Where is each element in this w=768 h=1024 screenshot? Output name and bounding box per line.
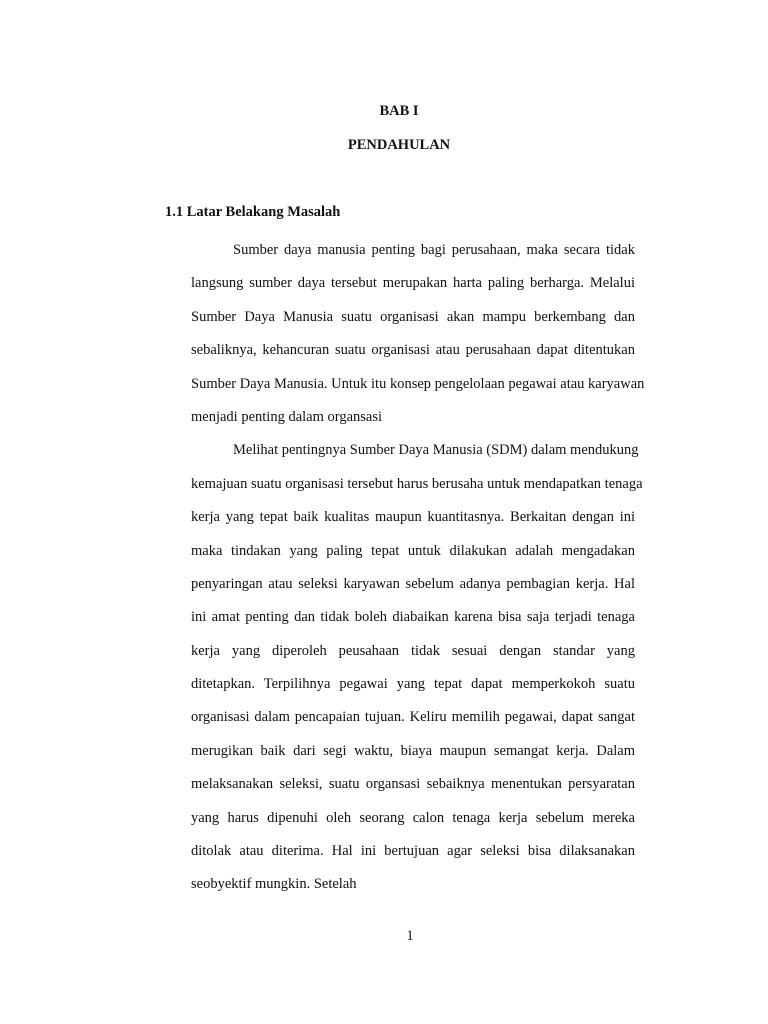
text-line: ditolak atau diterima. Hal ini bertujuan agar seleksi bisa dilaksanakan	[191, 843, 635, 860]
page-number: 1	[406, 928, 414, 944]
text-line: sebaliknya, kehancuran suatu organisasi atau perusahaan dapat ditentukan	[191, 342, 635, 359]
text-line: seobyektif mungkin. Setelah	[191, 876, 357, 893]
text-line: Sumber Daya Manusia suatu organisasi akan mampu berkembang dan	[191, 308, 635, 325]
text-line: ini amat penting dan tidak boleh diabaikan karena bisa saja terjadi tenaga	[191, 609, 635, 626]
text-line: kemajuan suatu organisasi tersebut harus berusaha untuk mendapatkan tenaga	[191, 475, 643, 492]
text-line: Sumber Daya Manusia. Untuk itu konsep pengelolaan pegawai atau karyawan	[191, 375, 645, 392]
text-line: ditetapkan. Terpilihnya pegawai yang tepat dapat memperkokoh suatu	[191, 676, 635, 693]
text-line: penyaringan atau seleksi karyawan sebelum adanya pembagian kerja. Hal	[191, 575, 635, 592]
paragraph-2	[191, 434, 643, 901]
text-line: menjadi penting dalam organsasi	[191, 408, 383, 425]
body-text	[191, 234, 645, 902]
text-line: langsung sumber daya tersebut merupakan harta paling berharga. Melalui	[191, 275, 635, 292]
text-line: kerja yang tepat baik kualitas maupun kuantitasnya. Berkaitan dengan ini	[191, 509, 635, 526]
chapter-number: BAB I	[379, 103, 419, 119]
text-line: yang harus dipenuhi oleh seorang calon tenaga kerja sebelum mereka	[191, 809, 635, 826]
section-heading: 1.1 Latar Belakang Masalah	[165, 204, 341, 220]
text-line: organisasi dalam pencapaian tujuan. Keliru memilih pegawai, dapat sangat	[191, 709, 635, 726]
text-line: maka tindakan yang paling tepat untuk dilakukan adalah mengadakan	[191, 542, 635, 559]
chapter-title: PENDAHULAN	[347, 137, 451, 153]
text-line: Melihat pentingnya Sumber Daya Manusia (SDM) dalam mendukung	[233, 442, 639, 459]
text-line: merugikan baik dari segi waktu, biaya maupun semangat kerja. Dalam	[191, 742, 635, 759]
text-line: melaksanakan seleksi, suatu organsasi sebaiknya menentukan persyaratan	[191, 776, 635, 793]
text-line: Sumber daya manusia penting bagi perusahaan, maka secara tidak	[233, 242, 635, 258]
text-line: kerja yang diperoleh peusahaan tidak sesuai dengan standar yang	[191, 642, 635, 659]
paragraph-1	[191, 234, 645, 434]
